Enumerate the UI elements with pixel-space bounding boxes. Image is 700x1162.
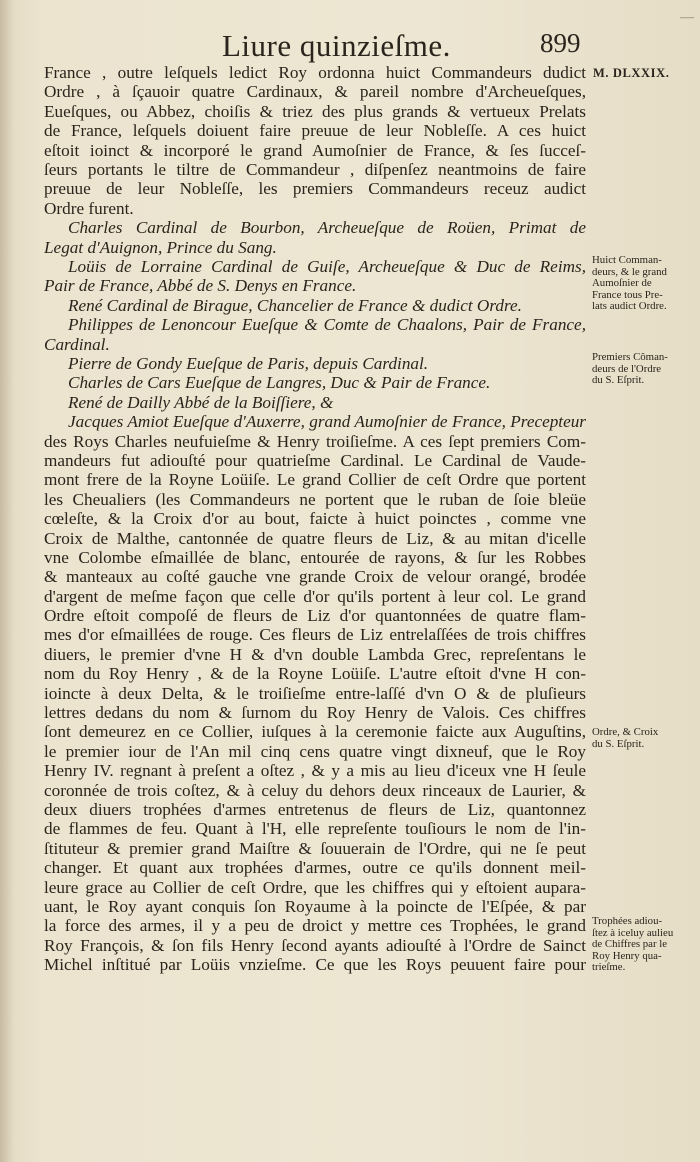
note-line: Ordre, & Croix	[592, 726, 659, 738]
note-line: deurs de l'Ordre	[592, 362, 662, 375]
body-line: cœleſte, & la Croix d'or au bout, faicte à huict poinctes , comme vne	[44, 509, 586, 529]
body-line: nom du Roy Henry , & de la Royne Loüiſe. L'autre eſtoit d'vne H con-	[44, 664, 586, 684]
body-line: France , outre leſquels ledict Roy ordonna huict Commandeurs dudict	[44, 63, 586, 82]
body-line: Pair de France, Abbé de S. Denys en France.	[44, 276, 357, 296]
body-line: Cardinal.	[44, 334, 110, 354]
running-head: Liure quinzieſme.	[222, 28, 451, 63]
note-line: lats audict Ordre.	[592, 300, 667, 313]
body-line: ſeurs portants le tiltre de Commandeur , diſpenſez neantmoins de faire	[44, 159, 586, 179]
note-line: Roy Henry qua-	[592, 949, 662, 962]
body-line: Michel inſtitué par Loüis vnzieſme. Ce que les Roys peuuent faire pour	[44, 955, 586, 975]
body-line: Jacques Amiot Eueſque d'Auxerre, grand Aumoſnier de France, Precepteur	[68, 412, 586, 432]
margin-year: M. DLXXIX.	[593, 66, 670, 80]
note-line: trieſme.	[592, 961, 626, 974]
body-line: Roy François, & ſon fils Henry ſecond ayants adiouſté à l'Ordre de Sainct	[44, 935, 586, 955]
body-line: Croix de Malthe, cantonnée de quatre fleurs de Liz, & au mitan d'icelle	[44, 528, 586, 548]
body-text	[44, 63, 586, 974]
body-line: mes d'or eſmaillées de rouge. Ces fleurs de Liz entrelaſſées de trois chiffres	[44, 625, 586, 645]
body-line: Eueſques, ou Abbez, choiſis & triez des plus grands & vertueux Prelats	[44, 101, 586, 121]
body-line: & manteaux au coſté gauche vne grande Croix de velour orangé, brodée	[44, 567, 586, 587]
body-line: Henry IV. regnant à preſent a oſtez , & y a mis au lieu d'iceux vne H ſeule	[44, 761, 586, 781]
body-line: Loüis de Lorraine Cardinal de Guiſe, Archeueſque & Duc de Reims,	[68, 256, 586, 276]
margin-note-premiers	[592, 352, 688, 387]
margin-note-ordre-croix	[592, 727, 688, 750]
body-line: mont frere de la Royne Loüiſe. Le grand Collier de ceſt Ordre que portent	[44, 470, 586, 490]
page-header	[0, 10, 700, 68]
body-line: d'argent de meſme façon que celle d'or qu'ils portent à leur col. Le grand	[44, 586, 586, 606]
body-line: ioincte à deux Delta, & le troiſieſme entre-laſſé d'vn O & de pluſieurs	[44, 683, 586, 703]
body-line: Ordre , à ſçauoir quatre Cardinaux, & pareil nombre d'Archeueſques,	[44, 82, 586, 102]
body-line: lettres dedans du nom & ſurnom du Roy Henry de Valois. Ces chiffres	[44, 703, 586, 723]
note-line: Aumoſnier de	[592, 277, 652, 290]
body-line: Legat d'Auignon, Prince du Sang.	[44, 237, 277, 257]
body-line: les Cheualiers (les Commandeurs ne portent que le ruban de ſoie bleüe	[44, 489, 586, 509]
note-line: ſtez à iceluy aulieu	[592, 926, 674, 939]
note-line: Trophées adiou-	[592, 915, 663, 927]
margin-note-trophees	[592, 916, 688, 974]
body-line: Pierre de Gondy Eueſque de Paris, depuis Cardinal.	[68, 353, 429, 373]
body-line: de France, leſquels doiuent faire preuue de leur Nobleſſe. A ces huict	[44, 121, 586, 141]
note-line: du S. Eſprit.	[592, 737, 645, 750]
body-line: coronnée de trois coſtez, & à celuy du dehors deux rinceaux de Laurier, &	[44, 780, 586, 800]
page-number: 899	[540, 28, 581, 58]
corner-mark: —	[680, 10, 694, 25]
note-line: deurs, & le grand	[592, 265, 667, 278]
body-line: mandeurs fut adiouſté pour quatrieſme Cardinal. Le Cardinal de Vaude-	[44, 450, 586, 470]
body-line: René Cardinal de Birague, Chancelier de France & dudict Ordre.	[68, 295, 522, 315]
body-line: vne Colombe eſmaillée de blanc, entourée de rayons, & ſur les Robbes	[44, 547, 586, 567]
body-line: René de Dailly Abbé de la Boiſſiere, &	[68, 392, 334, 412]
body-line: Ordre eſtoit compoſé de fleurs de Liz d'or quantonnées de quatre flam-	[44, 606, 586, 626]
body-line: la force des armes, il y a peu de droict y mettre ces Trophées, le grand	[44, 916, 586, 936]
body-line: Charles de Cars Eueſque de Langres, Duc & Pair de France.	[68, 373, 491, 393]
note-line: France tous Pre-	[592, 288, 663, 301]
body-line: uant, le Roy ayant conquis ſon Royaume à la poincte de l'Eſpée, & par	[44, 896, 586, 916]
body-line: le premier iour de l'An mil cinq cens quatre vingt dixneuf, que le Roy	[44, 741, 586, 761]
body-line: changer. Et quant aux trophées d'armes, outre ce qu'ils donnent meil-	[44, 858, 586, 878]
body-line: preuue de leur Nobleſſe, les premiers Commandeurs receuz audict	[44, 179, 586, 199]
body-line: Charles Cardinal de Bourbon, Archeueſque de Roüen, Primat de	[68, 218, 586, 238]
margin-note-commandeurs	[592, 255, 688, 313]
body-line: de flammes de feu. Quant à l'H, elle repreſente touſiours le nom de l'in-	[44, 819, 586, 839]
body-line: ſtituteur & premier grand Maiſtre & ſouuerain de l'Ordre, qui ne ſe peut	[44, 838, 586, 858]
gutter-shadow	[0, 0, 14, 1162]
body-line: Ordre furent.	[44, 198, 134, 218]
body-line: eſtoit ioinct & incorporé le grand Aumoſnier de France, & ſes ſucceſ-	[44, 140, 586, 160]
body-line: Philippes de Lenoncour Eueſque & Comte de Chaalons, Pair de France,	[68, 315, 586, 335]
note-line: du S. Eſprit.	[592, 374, 645, 387]
note-line: de Chiffres par le	[592, 938, 668, 951]
body-line: leure grace au Collier de ceſt Ordre, que les chiffres qui y eſtoient aupara-	[44, 877, 586, 897]
body-line: ſont demeurez en ce Collier, iuſques à la ceremonie faicte aux Auguſtins,	[44, 722, 586, 742]
note-line: Premiers Côman-	[592, 351, 668, 363]
body-line: diuers, le premier d'vne H & d'vn double Lambda Grec, repreſentans le	[44, 644, 586, 664]
body-line: deux diuers trophées d'armes entretenus de fleurs de Liz, quantonnez	[44, 799, 586, 819]
note-line: Huict Comman-	[592, 254, 662, 266]
body-line: des Roys Charles neufuieſme & Henry troiſieſme. A ces ſept premiers Com-	[44, 431, 586, 451]
